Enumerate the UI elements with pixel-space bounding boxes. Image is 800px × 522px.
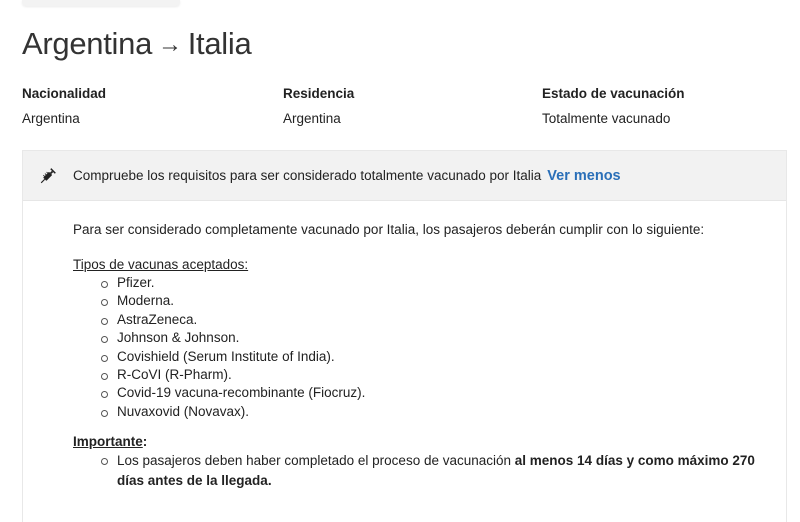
- ver-menos-link[interactable]: Ver menos: [547, 167, 621, 184]
- vaccination-info: [542, 86, 685, 126]
- important-colon: :: [142, 434, 148, 450]
- important-section: [73, 434, 786, 491]
- route-destination: Italia: [187, 26, 252, 61]
- important-list: [101, 451, 781, 491]
- vaccine-list: [101, 274, 786, 421]
- traveler-info: [22, 86, 782, 130]
- nationality-info: [22, 86, 106, 126]
- vaccination-requirements-panel: [22, 150, 787, 522]
- list-item: [101, 451, 781, 491]
- vaccination-value: Totalmente vacunado: [542, 111, 671, 126]
- nationality-label: Nacionalidad: [22, 86, 107, 101]
- important-title: Importante: [73, 434, 143, 450]
- top-tab-remnant: [22, 0, 180, 6]
- list-item: Covishield (Serum Institute of India).: [101, 348, 786, 366]
- list-item: Johnson & Johnson.: [101, 329, 786, 347]
- residence-value: Argentina: [283, 111, 341, 126]
- route-origin: Argentina: [22, 26, 153, 61]
- residence-info: [283, 86, 354, 126]
- nationality-value: Argentina: [22, 111, 80, 126]
- important-bold-text: al menos 14 días y como máximo 270 días antes de la llegada.: [117, 453, 755, 489]
- page-title: [22, 26, 251, 62]
- arrow-icon: →: [158, 31, 182, 58]
- list-item: Pfizer.: [101, 274, 786, 292]
- list-item: Covid-19 vacuna-recombinante (Fiocruz).: [101, 384, 786, 402]
- panel-body: [23, 201, 786, 491]
- list-item: AstraZeneca.: [101, 311, 786, 329]
- list-item: Moderna.: [101, 292, 786, 310]
- vaccines-section-title: Tipos de vacunas aceptados:: [73, 257, 249, 272]
- syringe-icon: [37, 165, 59, 187]
- list-item: Nuvaxovid (Novavax).: [101, 403, 786, 421]
- panel-header-text: Compruebe los requisitos para ser considerado totalmente vacunado por Italia: [73, 168, 542, 183]
- list-item: R-CoVI (R-Pharm).: [101, 366, 786, 384]
- panel-header[interactable]: [23, 151, 786, 201]
- vaccination-label: Estado de vacunación: [542, 86, 685, 101]
- important-heading: [73, 434, 786, 449]
- requirements-intro: Para ser considerado completamente vacunado por Italia, los pasajeros deberán cumplir con lo siguiente:: [73, 222, 705, 237]
- important-text: Los pasajeros deben haber completado el proceso de vacunación: [117, 453, 515, 469]
- residence-label: Residencia: [283, 86, 355, 101]
